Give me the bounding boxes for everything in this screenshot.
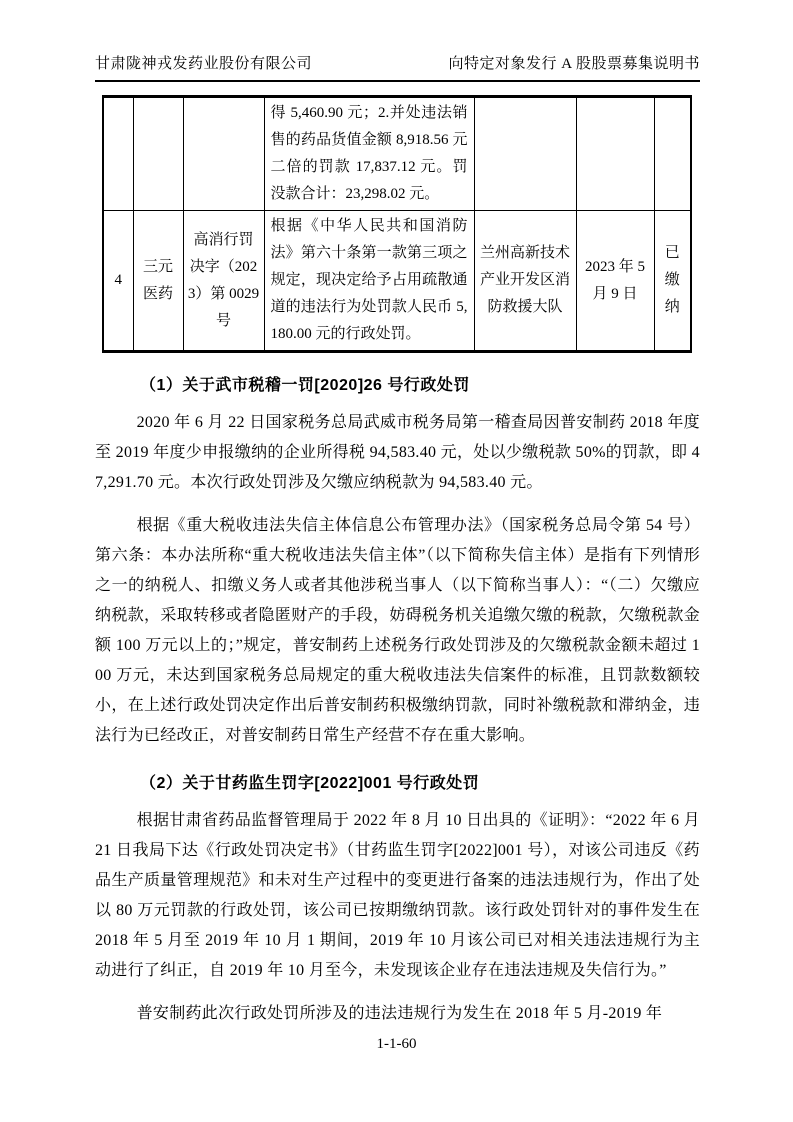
cell-doc-number: 高消行罚决字（2023）第 0029 号	[183, 211, 264, 352]
body-paragraph: 根据《重大税收违法失信主体信息公布管理办法》（国家税务总局令第 54 号）第六条：本办法所称“重大税收违法失信主体”（以下简称失信主体）是指有下列情形之一的纳税人、扣缴义务人或者其他涉税当事人（以下简称当事人）：“（二）欠缴应纳税款，采取转移或者隐匿财产的手段，妨碍税务机关追缴欠缴的税款，欠缴税款金额 100 万元以上的；”规定，普安制药上述税务行政处罚涉及的欠缴税款金额未超过 100 万元，未达到国家税务总局规定的重大税收违法失信案件的标准，且罚款数额较小，在上述行政处罚决定作出后普安制药积极缴纳罚款，同时补缴税款和滞纳金，违法行为已经改正，对普安制药日常生产经营不存在重大影响。	[95, 517, 700, 744]
header-doc-title: 向特定对象发行 A 股股票募集说明书	[448, 56, 700, 72]
section-heading: （2）关于甘药监生罚字[2022]001 号行政处罚	[140, 775, 480, 792]
cell-penalty-detail: 得 5,460.90 元；2.并处违法销售的药品货值金额 8,918.56 元二倍的罚款 17,837.12 元。罚没款合计：23,298.02 元。	[264, 97, 474, 211]
cell-penalty-detail: 根据《中华人民共和国消防法》第六十条第一款第三项之规定，现决定给予占用疏散通道的违法行为处罚款人民币 5,180.00 元的行政处罚。	[264, 211, 474, 352]
cell-date: 2023 年 5 月 9 日	[576, 211, 654, 352]
body-paragraph: 普安制药此次行政处罚所涉及的违法违规行为发生在 2018 年 5 月-2019 年	[136, 1005, 663, 1022]
cell-index	[103, 97, 133, 211]
cell-status	[654, 97, 691, 211]
cell-doc-number	[183, 97, 264, 211]
penalty-table	[102, 95, 692, 353]
cell-authority: 兰州高新技术产业开发区消防救援大队	[474, 211, 576, 352]
table-row	[103, 97, 691, 211]
cell-authority	[474, 97, 576, 211]
page-number: 1-1-60	[376, 1036, 417, 1052]
body-paragraph: 根据甘肃省药品监督管理局于 2022 年 8 月 10 日出具的《证明》：“2022 年 6 月 21 日我局下达《行政处罚决定书》（甘药监生罚字[2022]001 号），对该公司违反《药品生产质量管理规范》和未对生产过程中的变更进行备案的违法违规行为，作出了处以 80 万元罚款的行政处罚，该公司已按期缴纳罚款。该行政处罚针对的事件发生在 2018 年 5 月至 2019 年 10 月 1 期间，2019 年 10 月该公司已对相关违法违规行为主动进行了纠正，自 2019 年 10 月至今，未发现该企业存在违法违规及失信行为。”	[95, 812, 700, 979]
section-drug-admin-penalty	[95, 770, 700, 1029]
cell-index: 4	[103, 211, 133, 352]
table-row	[103, 211, 691, 352]
page-header	[95, 52, 700, 82]
header-company-name: 甘肃陇神戎发药业股份有限公司	[95, 56, 313, 72]
cell-entity: 三元医药	[133, 211, 183, 352]
cell-status: 已缴纳	[654, 211, 691, 352]
section-heading: （1）关于武市税稽一罚[2020]26 号行政处罚	[140, 377, 470, 394]
cell-date	[576, 97, 654, 211]
body-paragraph: 2020 年 6 月 22 日国家税务总局武威市税务局第一稽查局因普安制药 2018 年度至 2019 年度少申报缴纳的企业所得税 94,583.40 元，处以少缴税款 50%的罚款，即 47,291.70 元。本次行政处罚涉及欠缴应纳税款为 94,583.40 元。	[95, 414, 700, 491]
cell-entity	[133, 97, 183, 211]
section-tax-penalty	[95, 372, 700, 751]
